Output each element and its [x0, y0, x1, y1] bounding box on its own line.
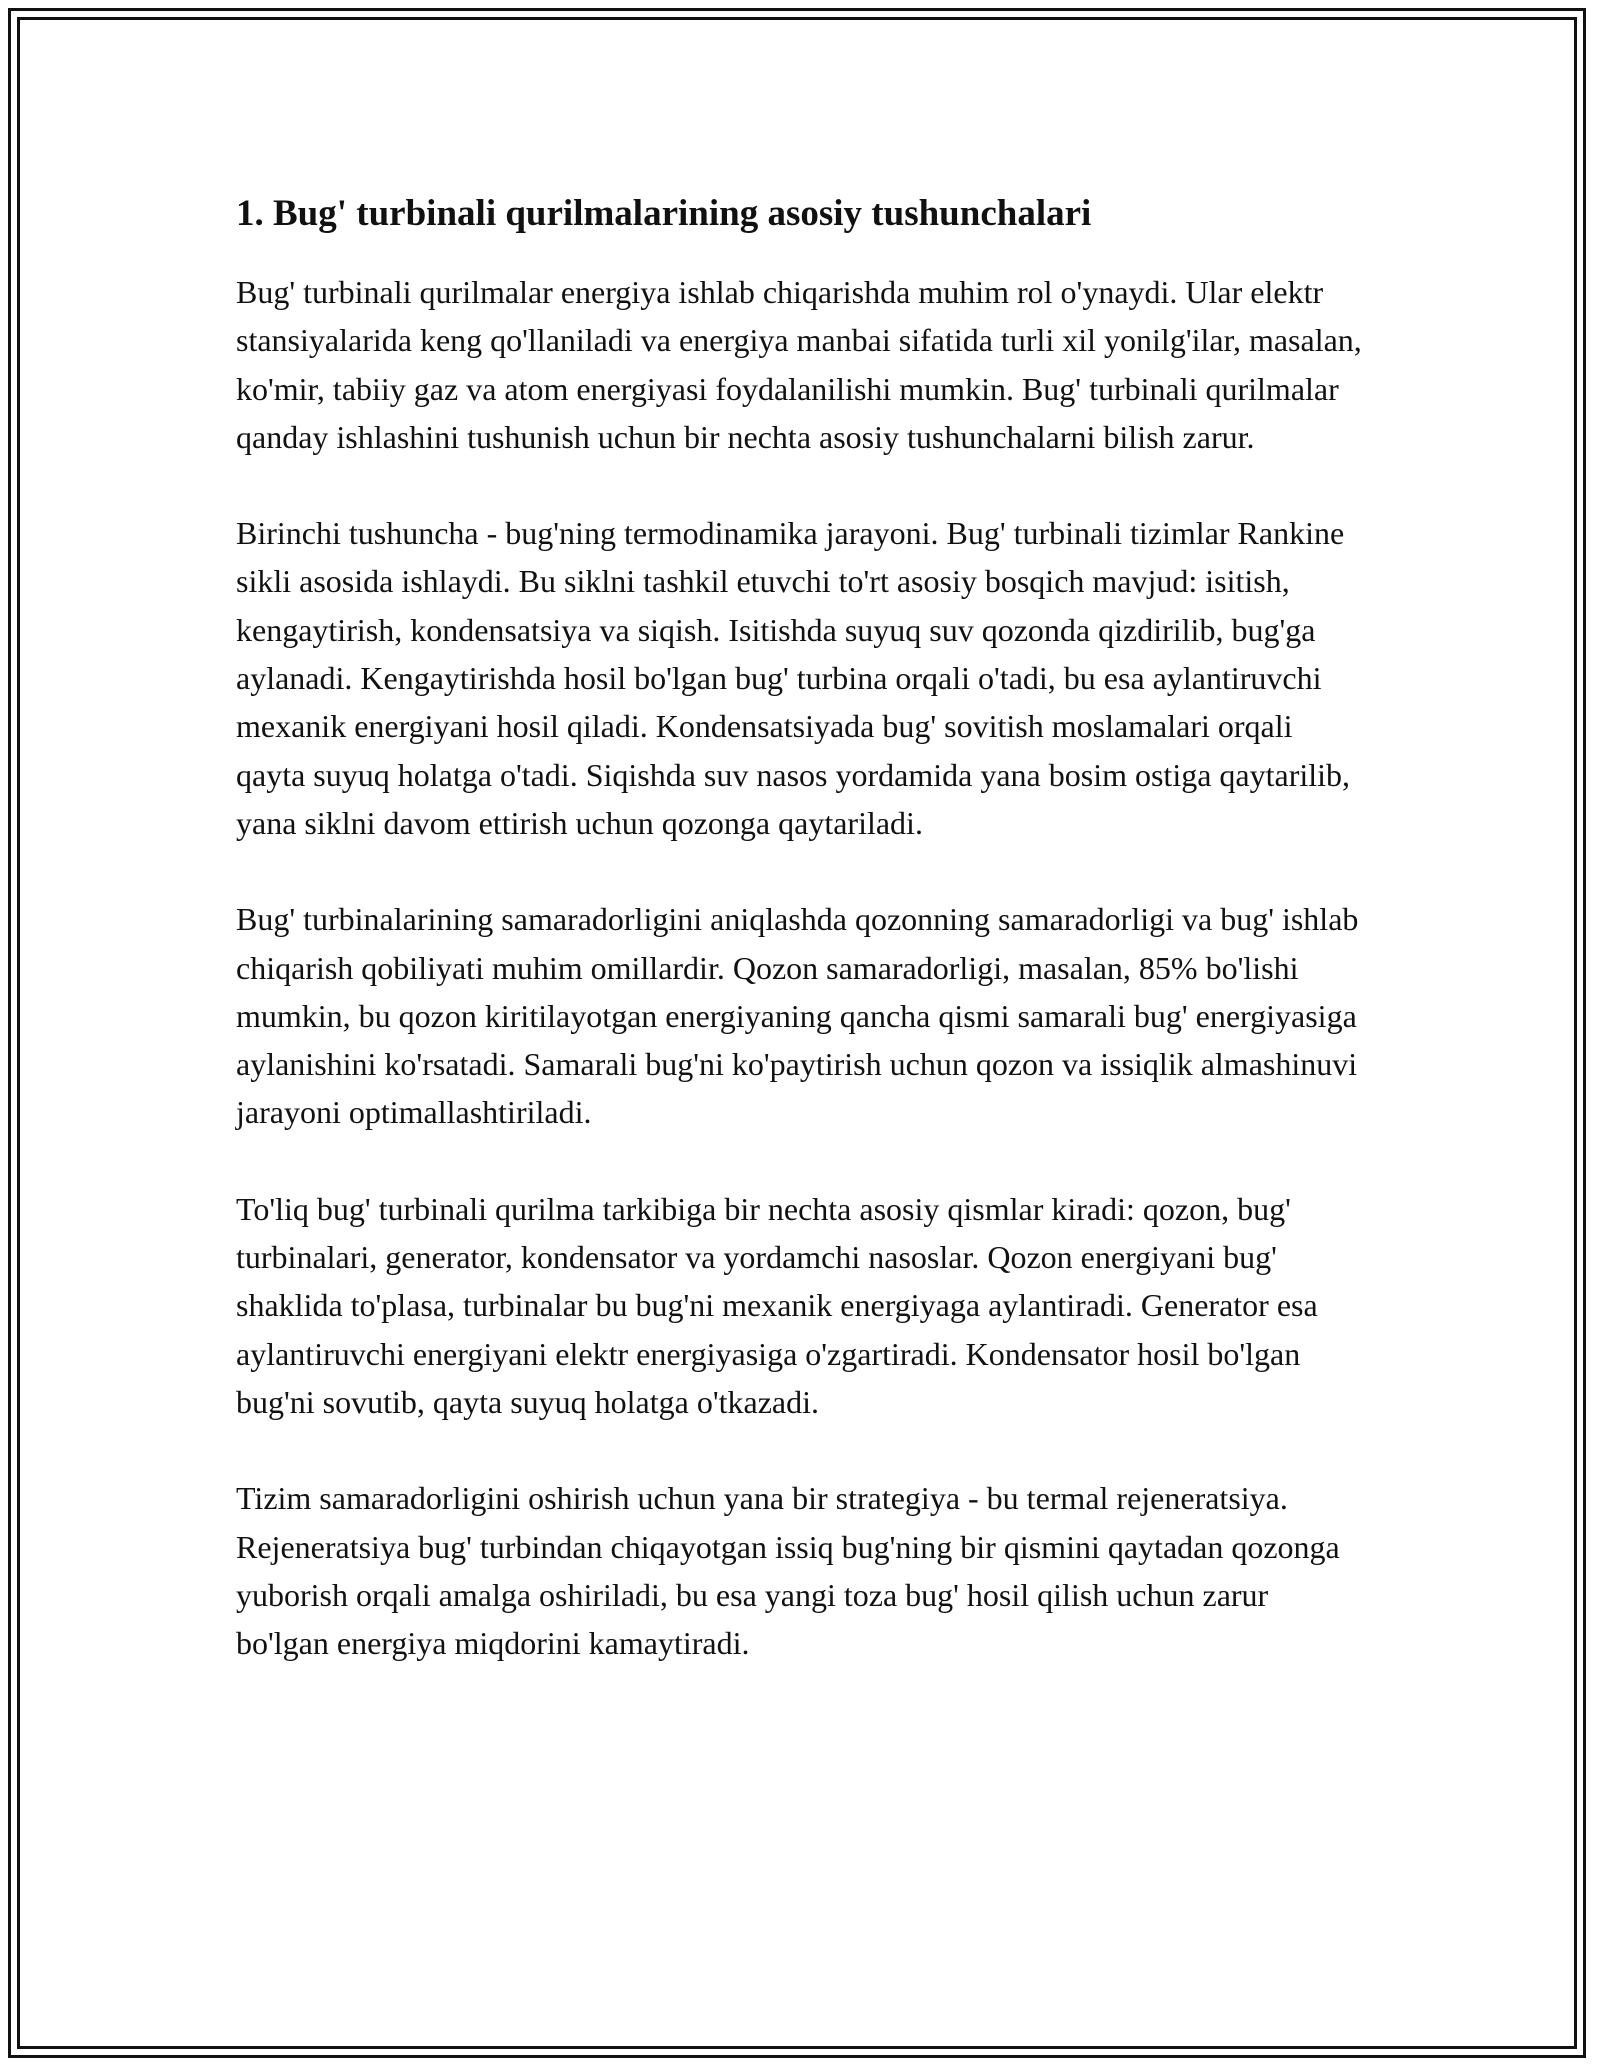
- paragraph-intro: Bug' turbinali qurilmalar energiya ishlab chiqarishda muhim rol o'ynaydi. Ular elektr stansiyalarida keng qo'llaniladi va energiya manbai sifatida turli xil yonilg'ilar, masalan, ko'mir, tabiiy gaz va atom energiyasi foydalanilishi mumkin. Bug' turbinali qurilmalar qanday ishlashini tushunish uchun bir nechta asosiy tushunchalarni bilish zarur.: [236, 274, 1362, 455]
- paragraph-thermodynamics: Birinchi tushuncha - bug'ning termodinamika jarayoni. Bug' turbinali tizimlar Rankine sikli asosida ishlaydi. Bu siklni tashkil etuvchi to'rt asosiy bosqich mavjud: isitish, kengaytirish, kondensatsiya va siqish. Isitishda suyuq suv qozonda qizdirilib, bug'ga aylanadi. Kengaytirishda hosil bo'lgan bug' turbina orqali o'tadi, bu esa aylantiruvchi mexanik energiyani hosil qiladi. Kondensatsiyada bug' sovitish moslamalari orqali qayta suyuq holatga o'tadi. Siqishda suv nasos yordamida yana bosim ostiga qaytarilib, yana siklni davom ettirish uchun qozonga qaytariladi.: [236, 515, 1351, 841]
- paragraph-regeneration: Tizim samaradorligini oshirish uchun yana bir strategiya - bu termal rejeneratsiya. Rejeneratsiya bug' turbindan chiqayotgan issiq bug'ning bir qismini qaytadan qozonga yuborish orqali amalga oshiriladi, bu esa yangi toza bug' hosil qilish uchun zarur bo'lgan energiya miqdorini kamaytiradi.: [236, 1480, 1340, 1662]
- document-body: [236, 188, 1366, 1715]
- paragraph-efficiency: Bug' turbinalarining samaradorligini aniqlashda qozonning samaradorligi va bug' ishlab chiqarish qobiliyati muhim omillardir. Qozon samaradorligi, masalan, 85% bo'lishi mumkin, bu qozon kiritilayotgan energiyaning qancha qismi samarali bug' energiyasiga aylanishini ko'rsatadi. Samarali bug'ni ko'paytirish uchun qozon va issiqlik almashinuvi jarayoni optimallashtiriladi.: [236, 901, 1359, 1131]
- paragraph-components: To'liq bug' turbinali qurilma tarkibiga bir nechta asosiy qismlar kiradi: qozon, bug' turbinalari, generator, kondensator va yordamchi nasoslar. Qozon energiyani bug' shaklida to'plasa, turbinalar bu bug'ni mexanik energiyaga aylantiradi. Generator esa aylantiruvchi energiyani elektr energiyasiga o'zgartiradi. Kondensator hosil bo'lgan bug'ni sovutib, qayta suyuq holatga o'tkazadi.: [236, 1190, 1318, 1420]
- section-title: 1. Bug' turbinali qurilmalarining asosiy tushunchalari: [236, 193, 1092, 234]
